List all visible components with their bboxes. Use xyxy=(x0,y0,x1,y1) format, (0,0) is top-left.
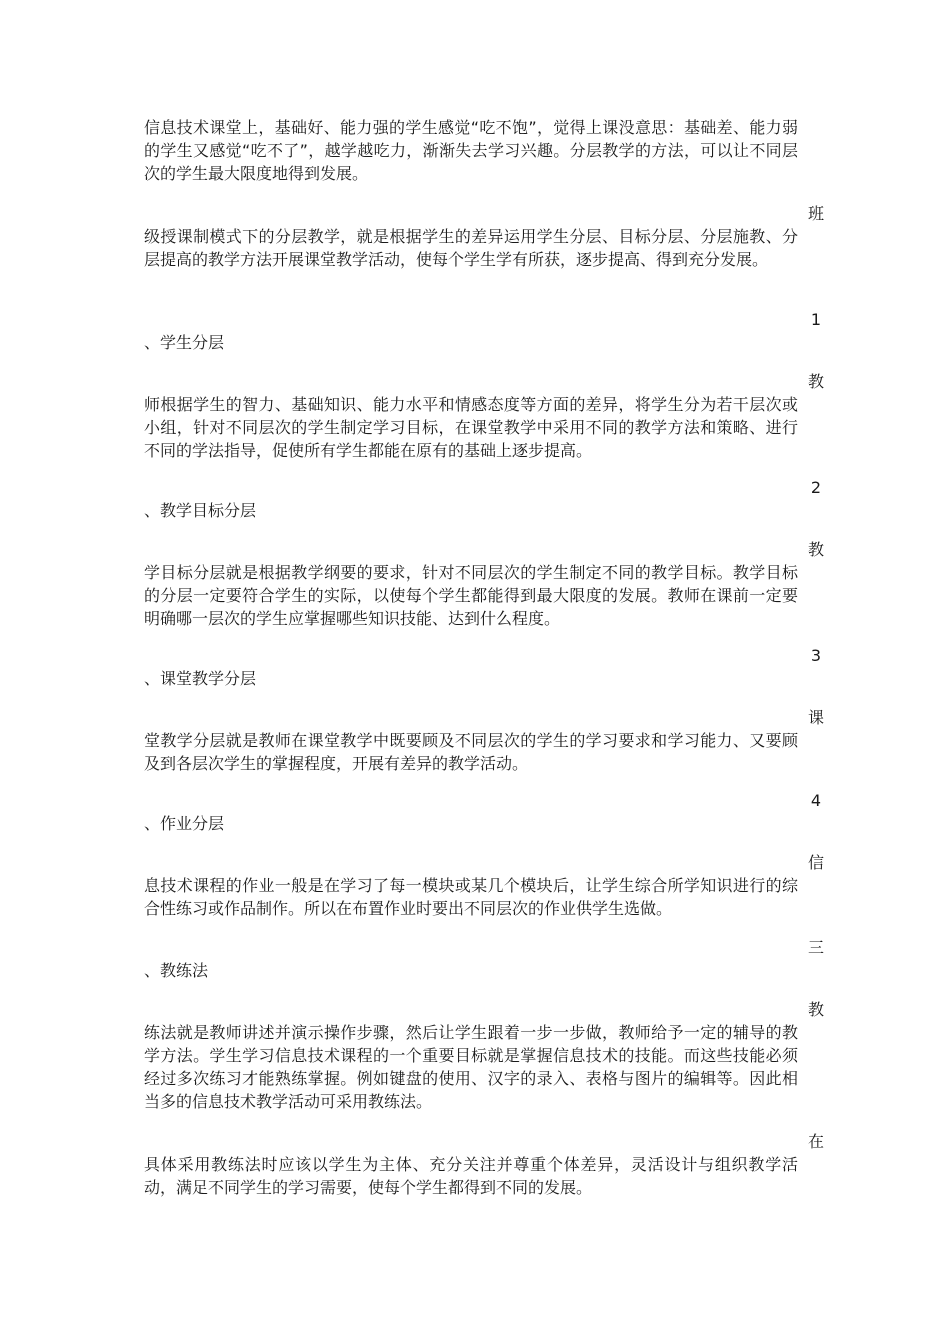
margin-char: 教 xyxy=(807,1000,824,1019)
margin-char: 在 xyxy=(807,1132,824,1151)
margin-char: 课 xyxy=(807,708,824,727)
margin-char: 教 xyxy=(807,372,824,391)
heading-homework-layering: 、作业分层 xyxy=(144,814,225,833)
paragraph-student-layering: 师根据学生的智力、基础知识、能力水平和情感态度等方面的差异，将学生分为若干层次或小组，针对不同层次的学生制定学习目标，在课堂教学中采用不同的教学方法和策略、进行不同的学法指导，促使所有学生都能在原有的基础上逐步提高。 xyxy=(144,395,798,460)
paragraph-intro: 信息技术课堂上，基础好、能力强的学生感觉“吃不饱”，觉得上课没意思：基础差、能力弱的学生又感觉“吃不了”，越学越吃力，渐渐失去学习兴趣。分层教学的方法，可以让不同层次的学生最大限度地得到发展。 xyxy=(144,118,798,183)
heading-coaching-method: 、教练法 xyxy=(144,961,209,980)
margin-char: 班 xyxy=(807,204,824,223)
heading-classroom-layering: 、课堂教学分层 xyxy=(144,669,257,688)
heading-student-layering: 、学生分层 xyxy=(144,333,225,352)
paragraph-classroom-layering: 堂教学分层就是教师在课堂教学中既要顾及不同层次的学生的学习要求和学习能力、又要顾及到各层次学生的掌握程度，开展有差异的教学活动。 xyxy=(144,731,798,773)
margin-char: 三 xyxy=(807,938,824,957)
margin-number: 4 xyxy=(810,791,822,810)
paragraph-goal-layering: 学目标分层就是根据教学纲要的要求，针对不同层次的学生制定不同的教学目标。教学目标的分层一定要符合学生的实际，以使每个学生都能得到最大限度的发展。教师在课前一定要明确哪一层次的学生应掌握哪些知识技能、达到什么程度。 xyxy=(144,563,798,628)
paragraph-layered-teaching: 级授课制模式下的分层教学，就是根据学生的差异运用学生分层、目标分层、分层施教、分层提高的教学方法开展课堂教学活动，使每个学生学有所获，逐步提高、得到充分发展。 xyxy=(144,227,798,269)
margin-number: 3 xyxy=(810,646,822,665)
margin-char: 信 xyxy=(807,853,824,872)
paragraph-coaching-method: 练法就是教师讲述并演示操作步骤，然后让学生跟着一步一步做，教师给予一定的辅导的教学方法。学生学习信息技术课程的一个重要目标就是掌握信息技术的技能。而这些技能必须经过多次练习才能熟练掌握。例如键盘的使用、汉字的录入、表格与图片的编辑等。因此相当多的信息技术教学活动可采用教练法。 xyxy=(144,1023,798,1111)
paragraph-homework-layering: 息技术课程的作业一般是在学习了每一模块或某几个模块后，让学生综合所学知识进行的综合性练习或作品制作。所以在布置作业时要出不同层次的作业供学生选做。 xyxy=(144,876,798,918)
margin-number: 1 xyxy=(810,310,822,329)
paragraph-coaching-practice: 具体采用教练法时应该以学生为主体、充分关注并尊重个体差异，灵活设计与组织教学活动，满足不同学生的学习需要，使每个学生都得到不同的发展。 xyxy=(144,1155,798,1197)
margin-char: 教 xyxy=(807,540,824,559)
margin-number: 2 xyxy=(810,478,822,497)
heading-goal-layering: 、教学目标分层 xyxy=(144,501,257,520)
